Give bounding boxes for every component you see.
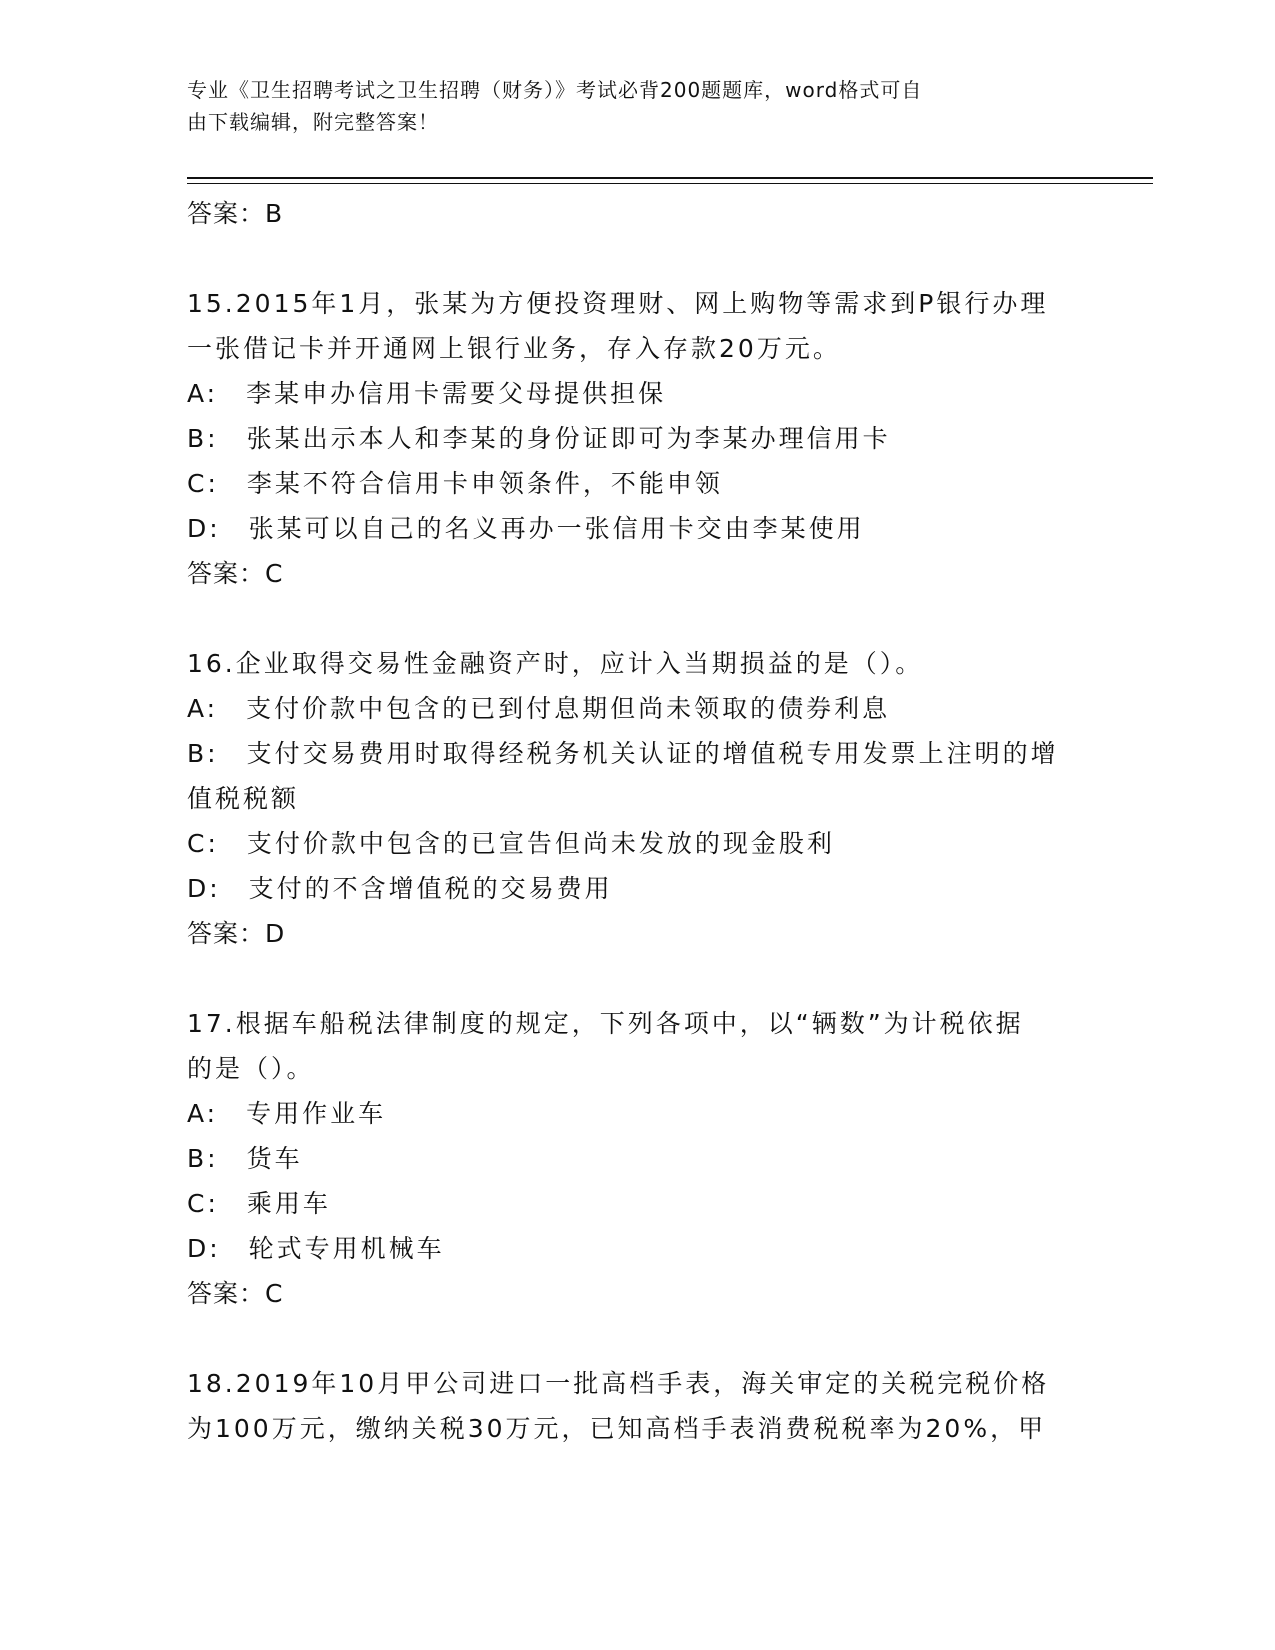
question-text: 15.2015年1月，张某为方便投资理财、网上购物等需求到P银行办理: [187, 289, 1049, 318]
option-d: D: 张某可以自己的名义再办一张信用卡交由李某使用: [187, 514, 865, 543]
question-text: 的是（）。: [187, 1054, 315, 1083]
question-18: [187, 1361, 1087, 1451]
question-text: 为100万元，缴纳关税30万元，已知高档手表消费税税率为20%，甲: [187, 1414, 1047, 1443]
option-c: C: 支付价款中包含的已宣告但尚未发放的现金股利: [187, 829, 835, 858]
option-a: A: 李某申办信用卡需要父母提供担保: [187, 379, 667, 408]
spacer: [187, 596, 1087, 641]
document-body: [187, 191, 1087, 1451]
header-line: 由下载编辑，附完整答案！: [187, 110, 439, 134]
answer-line: 答案：C: [187, 1279, 284, 1308]
option-a: A: 支付价款中包含的已到付息期但尚未领取的债券利息: [187, 694, 891, 723]
option-b: B: 张某出示本人和李某的身份证即可为李某办理信用卡: [187, 424, 891, 453]
option-b: B: 支付交易费用时取得经税务机关认证的增值税专用发票上注明的增: [187, 739, 1059, 768]
question-text: 一张借记卡并开通网上银行业务，存入存款20万元。: [187, 334, 841, 363]
header-rule: [187, 177, 1153, 179]
header-rule-thin: [187, 183, 1153, 184]
option-b-continued: 值税税额: [187, 784, 300, 813]
question-17: [187, 1001, 1087, 1316]
header-line: 专业《卫生招聘考试之卫生招聘（财务）》考试必背200题题库，word格式可自: [187, 78, 923, 102]
spacer: [187, 236, 1087, 281]
question-15: [187, 281, 1087, 596]
spacer: [187, 1316, 1087, 1361]
option-c: C: 李某不符合信用卡申领条件，不能申领: [187, 469, 723, 498]
answer-line: 答案：C: [187, 559, 284, 588]
question-text: 18.2019年10月甲公司进口一批高档手表，海关审定的关税完税价格: [187, 1369, 1050, 1398]
question-text: 17.根据车船税法律制度的规定，下列各项中，以“辆数”为计税依据: [187, 1009, 1024, 1038]
spacer: [187, 956, 1087, 1001]
option-d: D: 支付的不含增值税的交易费用: [187, 874, 613, 903]
answer-line: 答案：D: [187, 919, 286, 948]
question-text: 16.企业取得交易性金融资产时，应计入当期损益的是（）。: [187, 649, 924, 678]
answer-line: 答案：B: [187, 199, 284, 228]
document-header: [187, 74, 1067, 138]
option-c: C: 乘用车: [187, 1189, 331, 1218]
question-16: [187, 641, 1087, 956]
option-a: A: 专用作业车: [187, 1099, 387, 1128]
option-d: D: 轮式专用机械车: [187, 1234, 445, 1263]
option-b: B: 货车: [187, 1144, 303, 1173]
